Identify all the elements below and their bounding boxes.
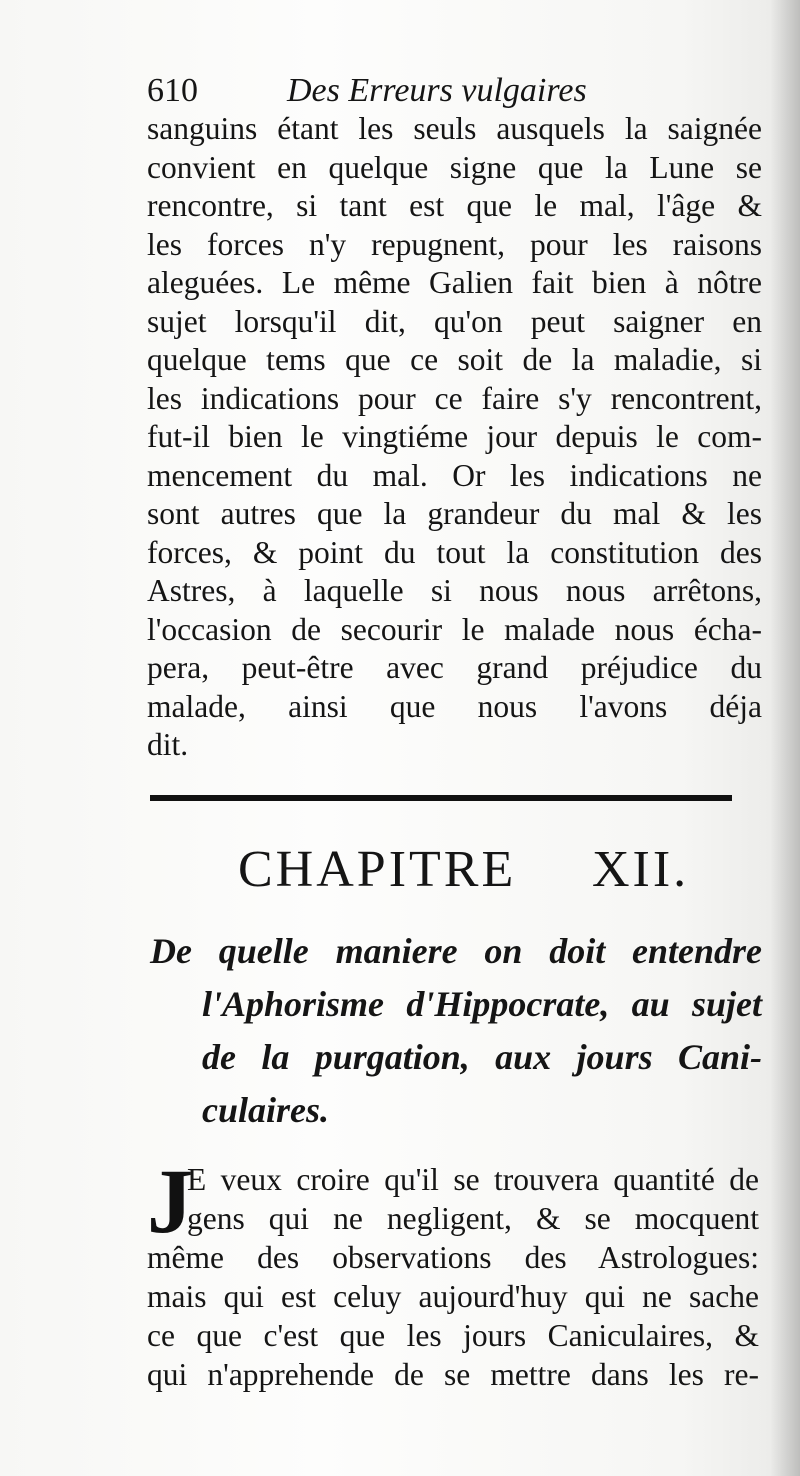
text-line: quelque tems que ce soit de la maladie, si — [147, 342, 762, 377]
chapter-heading — [150, 835, 732, 905]
text-line: E veux croire qu'il se trouvera quantité de — [187, 1162, 759, 1197]
text-line: sont autres que la grandeur du mal & les — [147, 496, 762, 531]
chapter-subtitle — [150, 925, 762, 1137]
text-line: l'occasion de secourir le malade nous écha- — [147, 611, 762, 647]
text-line: mais qui est celuy aujourd'huy qui ne sache — [147, 1279, 759, 1314]
text-line: gens qui ne negligent, & se mocquent — [187, 1201, 759, 1236]
text-line: même des observations des Astrologues: — [147, 1240, 759, 1275]
text-line: les indications pour ce faire s'y rencontrent, — [147, 380, 762, 416]
text-line: mencement du mal. Or les indications ne — [147, 457, 762, 493]
text-line: fut-il bien le vingtiéme jour depuis le com- — [147, 419, 762, 454]
text-line: rencontre, si tant est que le mal, l'âge & — [147, 188, 762, 223]
chapter-label: CHAPITRE — [238, 841, 517, 898]
paragraph-2 — [147, 1150, 759, 1394]
text-line: Astres, à laquelle si nous nous arrêtons, — [147, 573, 762, 608]
text-line: convient en quelque signe que la Lune se — [147, 149, 762, 185]
text-line: aleguées. Le même Galien fait bien à nôtre — [147, 265, 762, 300]
text-line: ce que c'est que les jours Caniculaires, & — [147, 1318, 759, 1353]
text-line: pera, peut-être avec grand préjudice du — [147, 650, 762, 685]
running-head: Des Erreurs vulgaires — [287, 72, 587, 109]
text-line: malade, ainsi que nous l'avons déja — [147, 688, 762, 724]
chapter-divider-rule — [150, 795, 732, 801]
text-line: dit. — [147, 727, 189, 762]
page-number: 610 — [147, 72, 198, 109]
paragraph-1 — [147, 110, 762, 765]
subtitle-line: de la purgation, aux jours Cani- — [202, 1037, 762, 1077]
text-line: forces, & point du tout la constitution des — [147, 534, 762, 570]
page-gutter-shadow — [770, 0, 800, 1476]
text-line: sujet lorsqu'il dit, qu'on peut saigner en — [147, 303, 762, 339]
subtitle-line: culaires. — [202, 1090, 330, 1130]
page-header — [147, 68, 747, 114]
chapter-number: XII. — [592, 841, 690, 898]
text-line: qui n'apprehende de se mettre dans les re- — [147, 1357, 759, 1392]
subtitle-line: l'Aphorisme d'Hippocrate, au sujet — [202, 984, 762, 1024]
drop-cap: J — [147, 1150, 193, 1252]
text-line: les forces n'y repugnent, pour les raisons — [147, 226, 762, 262]
text-line: sanguins étant les seuls ausquels la saignée — [147, 111, 762, 146]
subtitle-line: De quelle maniere on doit entendre — [150, 931, 762, 971]
